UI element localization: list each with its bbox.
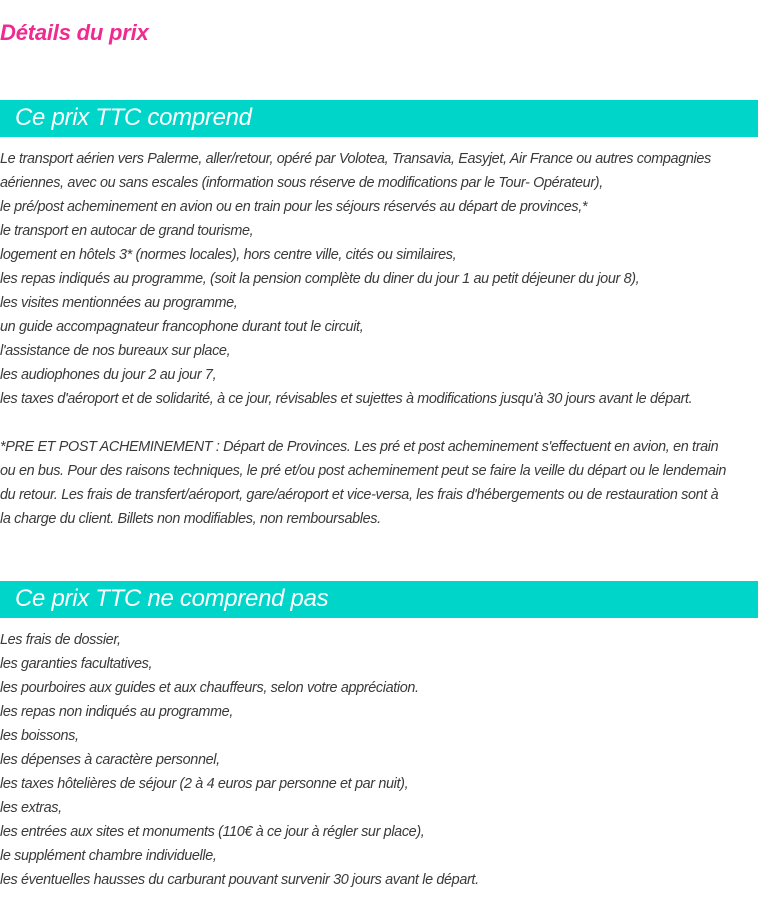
- excluded-item: les taxes hôtelières de séjour (2 à 4 euros par personne et par nuit),: [0, 776, 409, 792]
- transport-note: [0, 435, 758, 531]
- included-item: un guide accompagnateur francophone durant tout le circuit,: [0, 319, 364, 335]
- transport-note-line: *PRE ET POST ACHEMINEMENT : Départ de Provinces. Les pré et post acheminement s'effectuent en avion, en train: [0, 439, 719, 455]
- included-list: [0, 147, 758, 411]
- page-title: Détails du prix: [0, 20, 149, 45]
- transport-note-line: ou en bus. Pour des raisons techniques, le pré et/ou post acheminement peut se faire la veille du départ ou le lendemain: [0, 463, 726, 479]
- excluded-section-header: [0, 581, 758, 618]
- included-item: les repas indiqués au programme, (soit la pension complète du diner du jour 1 au petit déjeuner du jour 8),: [0, 271, 640, 287]
- excluded-item: les entrées aux sites et monuments (110€ à ce jour à régler sur place),: [0, 824, 425, 840]
- included-section-title: Ce prix TTC comprend: [15, 104, 252, 131]
- excluded-item: le supplément chambre individuelle,: [0, 848, 217, 864]
- included-item: le transport en autocar de grand tourisme,: [0, 223, 254, 239]
- included-item: logement en hôtels 3* (normes locales), hors centre ville, cités ou similaires,: [0, 247, 457, 263]
- excluded-item: les garanties facultatives,: [0, 656, 153, 672]
- included-item: les taxes d'aéroport et de solidarité, à ce jour, révisables et sujettes à modifications jusqu'à 30 jours avant le départ.: [0, 391, 693, 407]
- excluded-item: les boissons,: [0, 728, 79, 744]
- included-item: l'assistance de nos bureaux sur place,: [0, 343, 231, 359]
- included-item: les visites mentionnées au programme,: [0, 295, 238, 311]
- included-item: les audiophones du jour 2 au jour 7,: [0, 367, 217, 383]
- excluded-item: les pourboires aux guides et aux chauffeurs, selon votre appréciation.: [0, 680, 419, 696]
- excluded-item: les extras,: [0, 800, 62, 816]
- transport-note-line: du retour. Les frais de transfert/aéroport, gare/aéroport et vice-versa, les frais d'hébergements ou de restauration sont à: [0, 487, 719, 503]
- excluded-item: Les frais de dossier,: [0, 632, 121, 648]
- included-item: le pré/post acheminement en avion ou en train pour les séjours réservés au départ de provinces,*: [0, 199, 588, 215]
- excluded-item: les éventuelles hausses du carburant pouvant survenir 30 jours avant le départ.: [0, 872, 479, 888]
- excluded-item: les dépenses à caractère personnel,: [0, 752, 220, 768]
- excluded-item: les repas non indiqués au programme,: [0, 704, 233, 720]
- included-section-header: [0, 100, 758, 137]
- included-item: Le transport aérien vers Palerme, aller/retour, opéré par Volotea, Transavia, Easyjet, Air France ou autres compagnies: [0, 151, 711, 167]
- excluded-section-title: Ce prix TTC ne comprend pas: [15, 585, 329, 612]
- excluded-list: [0, 628, 758, 892]
- included-item: aériennes, avec ou sans escales (information sous réserve de modifications par le Tour- Opérateur),: [0, 175, 603, 191]
- transport-note-line: la charge du client. Billets non modifiables, non remboursables.: [0, 511, 381, 527]
